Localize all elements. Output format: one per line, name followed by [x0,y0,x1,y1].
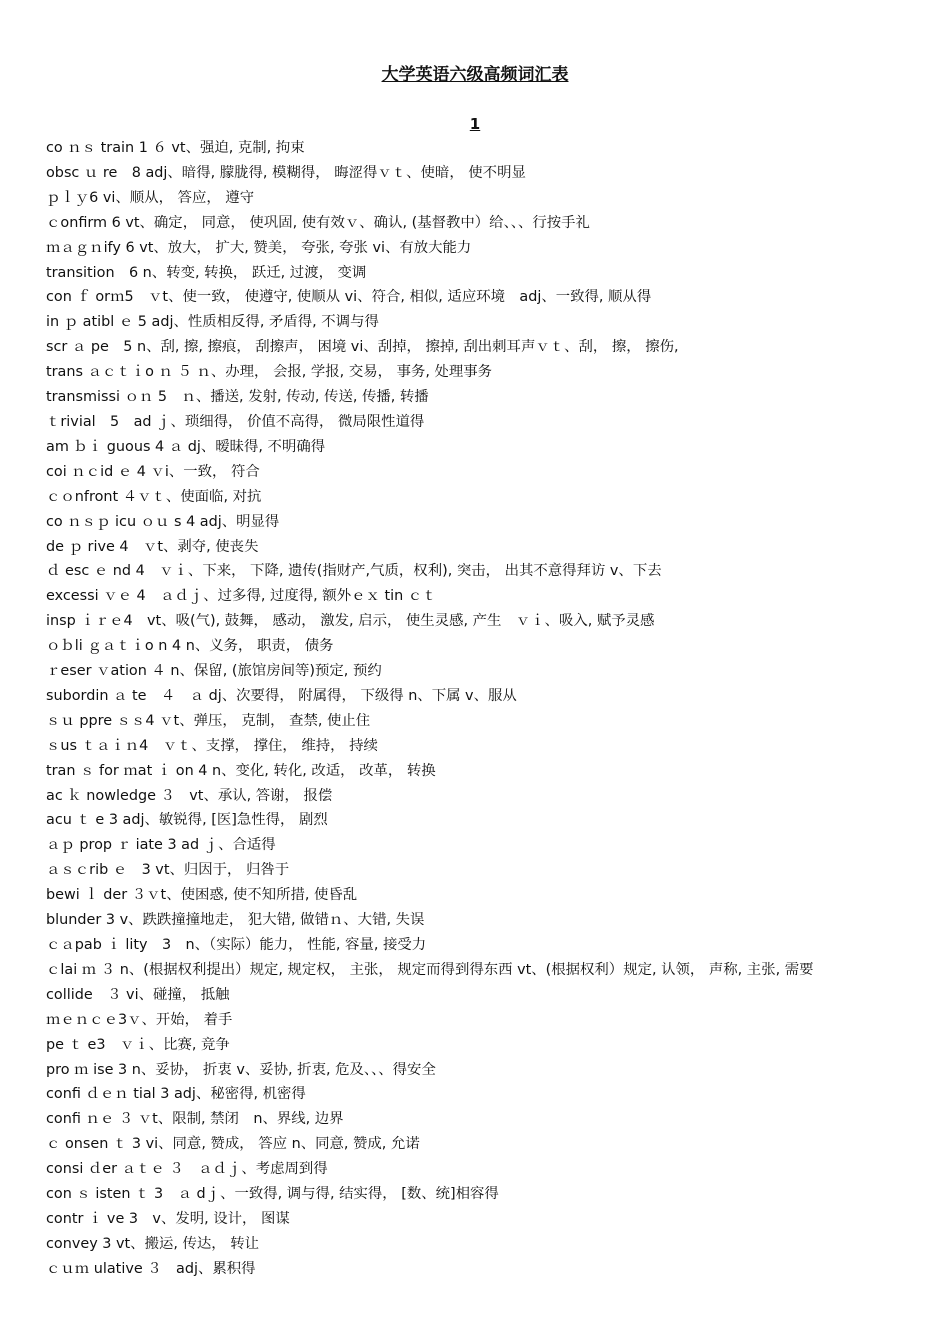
vocabulary-entry: ac ｋ nowledge ３ vt、承认, 答谢， 报偿 [46,787,333,804]
vocabulary-entry: coi ｎｃid ｅ 4 ｖi、一致， 符合 [46,463,260,480]
vocabulary-entry: ｍｅｎｃｅ3ｖ、开始， 着手 [46,1011,233,1028]
vocabulary-entry: co ｎｓ train 1 ６ vt、强迫, 克制, 拘束 [46,140,305,156]
vocabulary-entry: ａｐ prop ｒ iate 3 ad ｊ、合适得 [46,837,276,854]
vocabulary-entry: bewi ｌ der ３ｖt、使困惑, 使不知所措, 使昏乱 [46,887,358,904]
vocabulary-entry: obsc ｕ re 8 adj、暗得, 朦胧得, 模糊得， 晦涩得ｖｔ、使暗， 使不明显 [46,164,526,181]
vocabulary-entry: co ｎｓｐ icu ｏｕ s 4 adj、明显得 [46,513,280,530]
vocabulary-entry: con ｓ isten ｔ 3 ａ dｊ、一致得, 调与得, 结实得， [数、统]相容得 [46,1186,499,1203]
vocabulary-entry: ｃｕｍ ulative ３ adj、累积得 [46,1260,256,1277]
vocabulary-entry: ｏｂli ｇａｔｉo n 4 n、义务， 职责， 债务 [46,638,334,655]
vocabulary-entry: in ｐ atibl ｅ 5 adj、性质相反得, 矛盾得, 不调与得 [46,314,379,331]
vocabulary-entry: ｄ esc ｅ nd 4 ｖｉ、下来， 下降, 遗传(指财产,气质，权利), 突击， 出其不意得拜访 v、下去 [46,563,662,580]
vocabulary-entry: excessi ｖｅ 4 ａｄｊ、过多得, 过度得, 额外ｅｘ tin ｃｔ [46,588,437,605]
vocabulary-entry: pe ｔ e3 ｖｉ、比赛, 竞争 [46,1036,230,1053]
vocabulary-entry: transmissi ｏｎ 5 ｎ、播送, 发射, 传动, 传送, 传播, 转播 [46,389,429,406]
vocabulary-entry: con ｆ orｍ5 ｖt、使一致， 使遵守, 使顺从 vi、符合, 相似, 适应环境 adj、一致得, 顺从得 [46,289,652,306]
vocabulary-entry: ｓus ｔａｉｎ4 ｖｔ、支撑， 撑住， 维持， 持续 [46,737,378,754]
vocabulary-entry: insp ｉｒｅ4 vt、吸(气), 鼓舞， 感动， 激发, 启示， 使生灵感, 产生 ｖｉ、吸入, 赋予灵感 [46,613,655,630]
vocabulary-entry: ｔrivial 5 ad ｊ、琐细得， 价值不高得， 微局限性道得 [46,413,425,430]
vocabulary-entry: contr ｉ ve 3 v、发明, 设计， 图谋 [46,1210,290,1227]
vocabulary-entry: ｃlai ｍ ３ n、(根据权利提出）规定, 规定权， 主张， 规定而得到得东西 vt、(根据权利）规定, 认领， 声称, 主张, 需要 [46,961,814,978]
vocabulary-entry: convey 3 vt、搬运, 传达， 转让 [46,1235,260,1252]
vocabulary-entry: ｃｏnfront ４ｖｔ、使面临, 对抗 [46,488,262,505]
vocabulary-entry: ｒeser ｖation ４ n、保留, (旅馆房间等)预定, 预约 [46,663,382,680]
vocabulary-entry: blunder 3 v、跌跌撞撞地走， 犯大错, 做错ｎ、大错, 失误 [46,912,425,929]
vocabulary-entry: ｃ onsen ｔ 3 vi、同意, 赞成， 答应 n、同意, 赞成, 允诺 [46,1136,420,1153]
vocabulary-entry: de ｐ rive 4 ｖt、剥夺, 使丧失 [46,538,259,555]
vocabulary-entry: am ｂｉ guous 4 ａ dj、暧昧得, 不明确得 [46,438,326,455]
vocabulary-entry: subordin ａ te ４ ａ dj、次要得， 附属得， 下级得 n、下属 v、服从 [46,687,517,704]
vocabulary-entry: ｃonfirm 6 vt、确定， 同意， 使巩固, 使有效ｖ、确认, (基督教中）给、、、行按手礼 [46,214,590,231]
vocabulary-entry: transition 6 n、转变, 转换， 跃迁, 过渡， 变调 [46,264,367,281]
vocabulary-entry: pro ｍ ise 3 n、妥协， 折衷 v、妥协, 折衷, 危及、、、得安全 [46,1061,436,1078]
vocabulary-entry: ｐｌｙ6 vi、顺从， 答应， 遵守 [46,189,255,206]
vocabulary-entry: ｓｕ ppre ｓｓ4 ｖt、弹压， 克制， 查禁, 使止住 [46,712,371,729]
vocabulary-entry: trans ａｃｔｉo ｎ ５ ｎ、办理， 会报, 学报, 交易， 事务, 处理事务 [46,364,493,381]
vocabulary-list [46,136,918,1282]
vocabulary-entry: ａｓｃrib ｅ 3 vt、归因于， 归咎于 [46,862,290,879]
vocabulary-entry: confi ｎｅ ３ ｖt、限制, 禁闭 n、界线, 边界 [46,1111,344,1128]
vocabulary-entry: ｍａｇｎify 6 vt、放大， 扩大, 赞美， 夸张, 夸张 vi、有放大能力 [46,239,472,256]
vocabulary-entry: consi ｄer ａｔｅ ３ ａｄｊ、考虑周到得 [46,1161,328,1178]
vocabulary-entry: acu ｔ e 3 adj、敏锐得, [医]急性得， 剧烈 [46,812,328,829]
vocabulary-entry: tran ｓ for ｍat ｉ on 4 n、变化, 转化, 改适， 改革， 转换 [46,762,436,779]
vocabulary-entry: confi ｄｅｎ tial 3 adj、秘密得, 机密得 [46,1086,306,1103]
page-number: 1 [469,115,481,133]
document-title: 大学英语六级高频词汇表 [381,65,569,85]
vocabulary-entry: collide ３ vi、碰撞， 抵触 [46,986,230,1003]
vocabulary-entry: scr ａ pe 5 n、刮, 擦, 擦痕， 刮擦声， 困境 vi、刮掉， 擦掉, 刮出刺耳声ｖｔ、刮， 擦， 擦伤, [46,339,679,356]
vocabulary-entry: ｃａpab ｉ lity 3 n、（实际）能力， 性能, 容量, 接受力 [46,937,427,953]
